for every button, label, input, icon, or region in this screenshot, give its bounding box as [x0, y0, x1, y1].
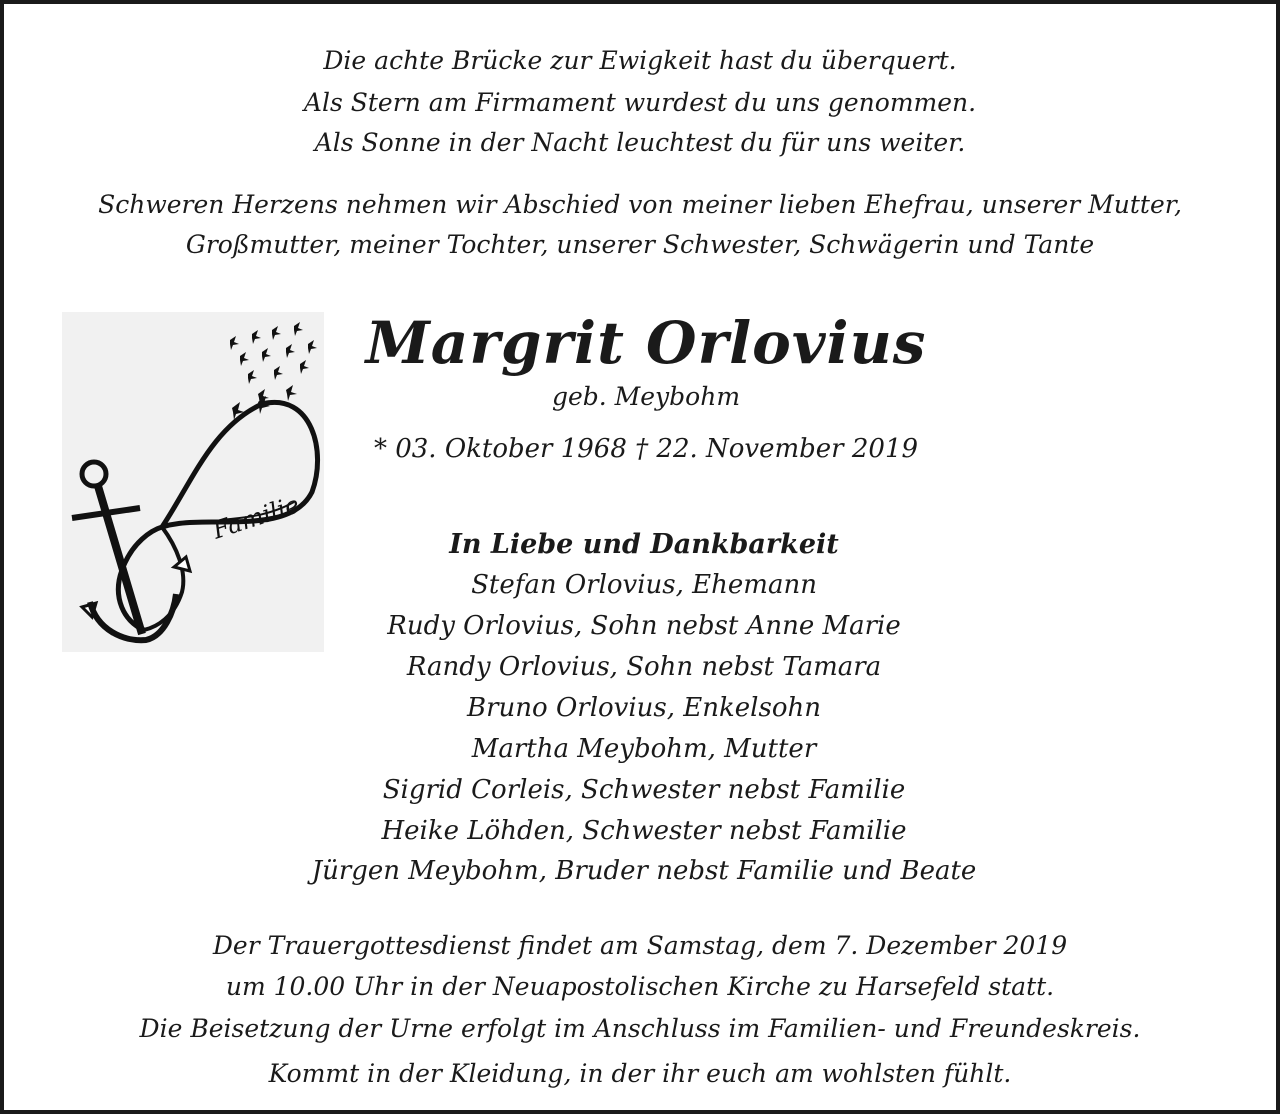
emblem-lettering: Familie — [209, 490, 303, 545]
maiden-name: geb. Meybohm — [551, 382, 741, 411]
mourners-heading: In Liebe und Dankbarkeit — [449, 529, 839, 560]
service-line: um 10.00 Uhr in der Neuapostolischen Kirche zu Harsefeld statt. — [225, 972, 1055, 1001]
mourner-name: Randy Orlovius, Sohn nebst Tamara — [406, 652, 882, 682]
service-line: Die Beisetzung der Urne erfolgt im Anschluss im Familien- und Freundeskreis. — [139, 1014, 1141, 1043]
mourner-name: Martha Meybohm, Mutter — [471, 734, 817, 764]
anchor-infinity-birds-icon — [62, 312, 324, 652]
service-line: Der Trauergottesdienst findet am Samstag, dem 7. Dezember 2019 — [212, 931, 1068, 960]
poem-line: Als Sonne in der Nacht leuchtest du für uns weiter. — [314, 128, 966, 157]
intro-line: Großmutter, meiner Tochter, unserer Schwester, Schwägerin und Tante — [185, 230, 1095, 259]
poem-line: Die achte Brücke zur Ewigkeit hast du überquert. — [323, 46, 957, 75]
service-line: Kommt in der Kleidung, in der ihr euch am wohlsten fühlt. — [268, 1059, 1012, 1088]
intro-line: Schweren Herzens nehmen wir Abschied von meiner lieben Ehefrau, unserer Mutter, — [98, 190, 1182, 219]
mourner-name: Stefan Orlovius, Ehemann — [471, 570, 817, 600]
life-dates: * 03. Oktober 1968 † 22. November 2019 — [373, 434, 919, 464]
mourner-name: Heike Löhden, Schwester nebst Familie — [381, 816, 907, 846]
poem-line: Als Stern am Firmament wurdest du uns genommen. — [303, 88, 977, 117]
mourner-name: Sigrid Corleis, Schwester nebst Familie — [382, 775, 906, 805]
mourner-name: Jürgen Meybohm, Bruder nebst Familie und Beate — [311, 856, 977, 886]
mourner-name: Bruno Orlovius, Enkelsohn — [467, 693, 821, 723]
mourner-name: Rudy Orlovius, Sohn nebst Anne Marie — [387, 611, 901, 641]
deceased-name: Margrit Orlovius — [365, 309, 927, 377]
